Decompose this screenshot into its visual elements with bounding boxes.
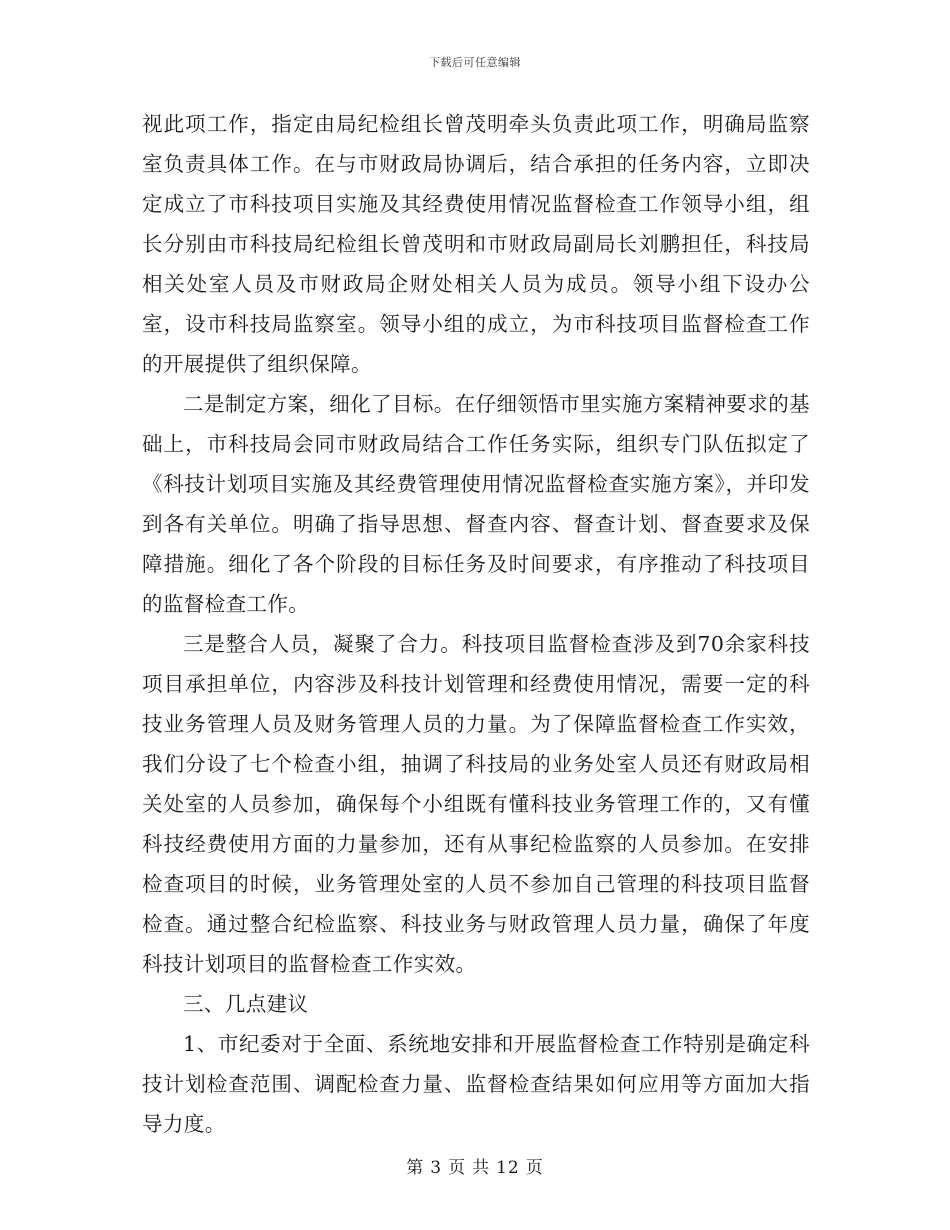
footer-current-page: 3 [430,1158,443,1178]
footer-suffix: 页 [525,1158,544,1178]
header-note: 下载后可任意编辑 [429,56,521,69]
footer-page-word: 页 [448,1158,467,1178]
footer-total-pages: 12 [496,1158,520,1178]
paragraph-2: 二是制定方案，细化了目标。在仔细领悟市里实施方案精神要求的基础上，市科技局会同市财政局结合工作任务实际，组织专门队伍拟定了《科技计划项目实施及其经费管理使用情况监督检查实施方案》，并印发到各有关单位。明确了指导思想、督查内容、督查计划、督查要求及保障措施。细化了各个阶段的目标任务及时间要求，有序推动了科技项目的监督检查工作。 [142,392,810,616]
paragraph-3: 三是整合人员，凝聚了合力。科技项目监督检查涉及到70余家科技项目承担单位，内容涉及科技计划管理和经费使用情况，需要一定的科技业务管理人员及财务管理人员的力量。为了保障监督检查工作实效，我们分设了七个检查小组，抽调了科技局的业务处室人员还有财政局相关处室的人员参加，确保每个小组既有懂科技业务管理工作的，又有懂科技经费使用方面的力量参加，还有从事纪检监察的人员参加。在安排检查项目的时候，业务管理处室的人员不参加自己管理的科技项目监督检查。通过整合纪检监察、科技业务与财政管理人员力量，确保了年度科技计划项目的监督检查工作实效。 [142,632,810,976]
paragraph-1: 视此项工作，指定由局纪检组长曾茂明牵头负责此项工作，明确局监察室负责具体工作。在与市财政局协调后，结合承担的任务内容，立即决定成立了市科技项目实施及其经费使用情况监督检查工作领导小组，组长分别由市科技局纪检组长曾茂明和市财政局副局长刘鹏担任，科技局相关处室人员及市财政局企财处相关人员为成员。领导小组下设办公室，设市科技局监察室。领导小组的成立，为市科技项目监督检查工作的开展提供了组织保障。 [142,112,810,376]
paragraph-4: 1、市纪委对于全面、系统地安排和开展监督检查工作特别是确定科技计划检查范围、调配检查力量、监督检查结果如何应用等方面加大指导力度。 [142,1032,810,1136]
document-body [142,104,810,1144]
footer-total-word: 共 [472,1158,491,1178]
page-footer [0,1153,950,1178]
section-heading: 三、几点建议 [183,992,309,1016]
footer-prefix: 第 [406,1158,425,1178]
